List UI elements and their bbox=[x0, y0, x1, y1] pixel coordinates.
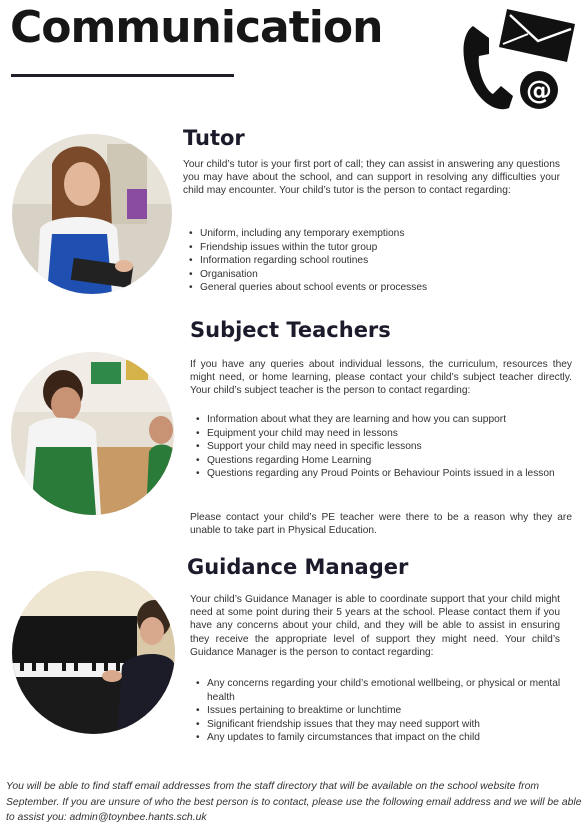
title-underline bbox=[11, 74, 234, 77]
guidance-manager-heading: Guidance Manager bbox=[187, 555, 409, 579]
guidance-manager-intro: Your child’s Guidance Manager is able to coordinate support that your child might need at some point during their 5 years at the school. Please contact them if you have any concerns about your child, and they will be able to assist in ensuring they receive the appropriate level of support they might need. Your child’s Guidance Manager is the person to contact regarding: bbox=[190, 594, 560, 658]
tutor-intro: Your child’s tutor is your first port of call; they can assist in answering any questions you may have about the school, and can support in resolving any difficulties your child may encounter. Your child’s tutor is the person to contact regarding: bbox=[183, 159, 560, 197]
guidance-manager-photo bbox=[12, 571, 175, 734]
tutor-list bbox=[189, 227, 559, 295]
subject-teachers-note: Please contact your child’s PE teacher were there to be a reason why they are unable to take part in Physical Education. bbox=[190, 512, 572, 537]
list-item: • Support your child may need in specific lessons bbox=[196, 440, 572, 454]
subject-teachers-list bbox=[196, 413, 572, 481]
tutor-heading: Tutor bbox=[183, 126, 245, 150]
subject-teachers-photo bbox=[11, 352, 174, 515]
list-item: • Any concerns regarding your child’s emotional wellbeing, or physical or mental health bbox=[196, 677, 562, 704]
list-item: • Any updates to family circumstances that impact on the child bbox=[196, 731, 562, 745]
list-item: • Questions regarding any Proud Points or Behaviour Points issued in a lesson bbox=[196, 467, 572, 481]
subject-teachers-intro: If you have any queries about individual lessons, the curriculum, resources they might need, or home learning, please contact your child’s subject teacher directly. Your child’s subject teacher is the person to contact regarding: bbox=[190, 359, 572, 397]
list-item: • Information regarding school routines bbox=[189, 254, 559, 268]
list-item: • Organisation bbox=[189, 268, 559, 282]
envelope-icon bbox=[499, 9, 575, 62]
list-item: • Friendship issues within the tutor group bbox=[189, 241, 559, 255]
page-title: Communication bbox=[10, 2, 383, 53]
list-item: • Uniform, including any temporary exemptions bbox=[189, 227, 559, 241]
list-item: • Issues pertaining to breaktime or lunchtime bbox=[196, 704, 562, 718]
list-item: • Questions regarding Home Learning bbox=[196, 454, 572, 468]
subject-teachers-heading: Subject Teachers bbox=[190, 318, 391, 342]
at-icon bbox=[520, 71, 558, 109]
list-item: • Equipment your child may need in lessons bbox=[196, 427, 572, 441]
communication-logo bbox=[455, 4, 581, 114]
guidance-manager-list bbox=[196, 677, 562, 745]
footer-note: You will be able to find staff email addresses from the staff directory that will be available on the school website from September. If you are unsure of who the best person is to contact, please use the following email address and we will be able to assist you: admin@toynbee.hants.sch.uk bbox=[6, 781, 582, 823]
list-item: • Significant friendship issues that they may need support with bbox=[196, 718, 562, 732]
tutor-photo bbox=[12, 134, 172, 294]
list-item: • Information about what they are learning and how you can support bbox=[196, 413, 572, 427]
svg-text:@: @ bbox=[526, 76, 552, 106]
list-item: • General queries about school events or processes bbox=[189, 281, 559, 295]
